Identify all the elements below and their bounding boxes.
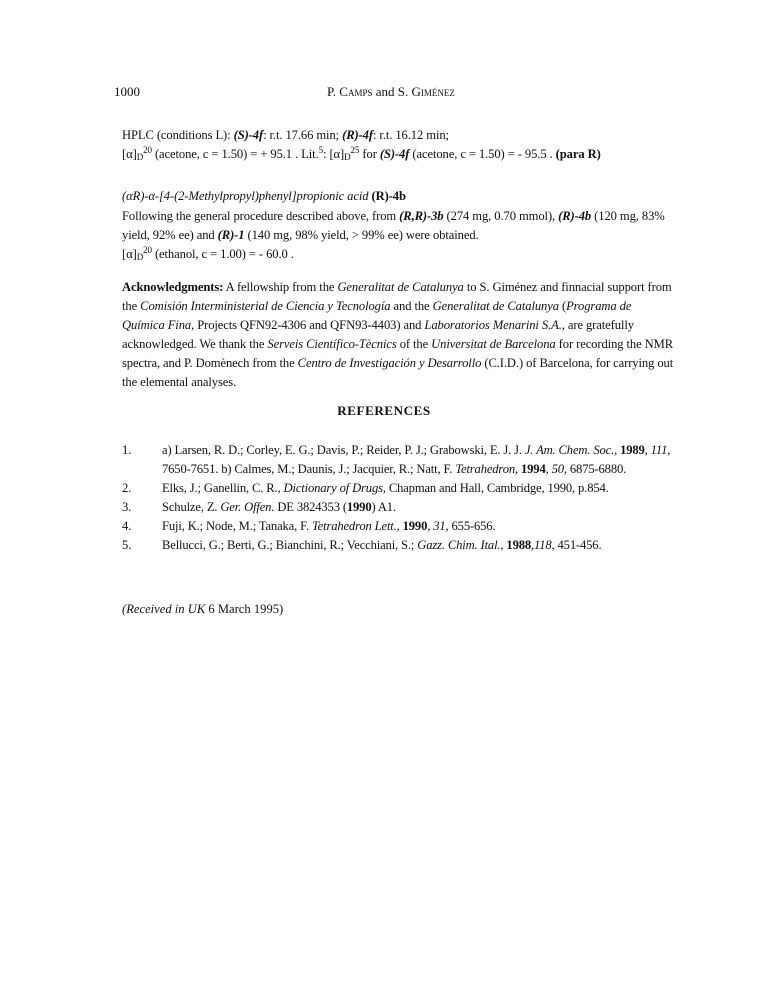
ref-3: [162, 500, 396, 515]
superscript: 20: [143, 245, 152, 255]
text: , are gratefully: [561, 318, 634, 332]
ref-number: 1.: [122, 443, 132, 457]
subscript: D: [136, 152, 144, 162]
text: Centro de Investigación y Desarrollo: [297, 356, 482, 370]
ack-line-1: [122, 280, 672, 295]
text: Schulze, Z.: [162, 500, 221, 514]
procedure-line-1: [122, 209, 665, 224]
text: (120 mg, 83%: [591, 209, 665, 223]
text: HPLC (conditions L):: [122, 128, 234, 142]
compound-label: (R,R)-3b: [399, 209, 444, 223]
text: ,: [396, 519, 403, 533]
volume: 118: [534, 538, 552, 552]
text: Química Fina,: [122, 318, 195, 332]
text: ,: [545, 462, 552, 476]
text: ,: [531, 538, 535, 552]
text: acknowledged. We thank the: [122, 337, 268, 351]
text: Following the general procedure described above, from: [122, 209, 400, 223]
text: Programa de: [566, 299, 632, 313]
ref-1-line-2: [162, 462, 626, 477]
ref-number: 4.: [122, 519, 132, 533]
superscript: 25: [350, 145, 360, 155]
year: 1988: [506, 538, 532, 552]
text: (140 mg, 98% yield, > 99% ee) were obtained.: [244, 228, 479, 242]
superscript: 20: [143, 145, 152, 155]
text: Projects QFN92-4306 and QFN93-4403) and: [194, 318, 425, 332]
compound-label: (R)-4b: [558, 209, 592, 223]
text: ,: [644, 443, 651, 457]
text: (274 mg, 0.70 mmol),: [443, 209, 559, 223]
ref-2: [162, 481, 609, 496]
text: the: [122, 299, 141, 313]
ack-line-4: [122, 337, 673, 352]
author1-name: Camps: [339, 84, 373, 99]
compound-label: (S)-4f: [233, 128, 264, 142]
text: spectra, and P. Domènech from the: [122, 356, 298, 370]
text: (Received in UK: [122, 602, 209, 616]
text: ,: [427, 519, 434, 533]
author2-name: Giménez: [411, 84, 455, 99]
compound-label: (R)-1: [217, 228, 245, 242]
journal: Ger. Offen.: [220, 500, 275, 514]
text: [α]: [122, 247, 137, 261]
year: 1994: [521, 462, 546, 476]
hplc-line-1: [122, 128, 449, 143]
ref-1-line-1: [162, 443, 670, 458]
text: Generalitat de Catalunya: [337, 280, 464, 294]
author-initial: P.: [327, 84, 340, 99]
journal: Tetrahedron,: [455, 462, 519, 476]
text: yield, 92% ee) and: [122, 228, 218, 242]
ref-5: [162, 538, 601, 553]
ack-line-6: the elemental analyses.: [122, 375, 237, 389]
text: Elks, J.; Ganellin, C. R.,: [162, 481, 284, 495]
year: 1990: [402, 519, 428, 533]
ack-line-3: [122, 318, 634, 333]
volume: 111: [650, 443, 668, 457]
book-title: Dictionary of Drugs: [283, 481, 383, 495]
compound-label: (S)-4f: [379, 147, 410, 161]
text: 7650-7651. b) Calmes, M.; Daunis, J.; Jacquier, R.; Natt, F.: [162, 462, 456, 476]
text: : [α]: [323, 147, 345, 161]
text: (acetone, c = 1.50) = - 95.5 .: [409, 147, 556, 161]
text: : r.t. 16.12 min;: [372, 128, 449, 142]
ack-label: Acknowledgments:: [122, 280, 224, 294]
year: 1990: [346, 500, 372, 514]
text: for recording the NMR: [555, 337, 674, 351]
text: ) A1.: [371, 500, 396, 514]
text: , 451-456.: [551, 538, 602, 552]
reference-marker: 5: [318, 145, 323, 155]
subscript: D: [136, 252, 144, 262]
volume: 50: [551, 462, 564, 476]
ack-line-5: [122, 356, 673, 371]
text: (ethanol, c = 1.00) = - 60.0 .: [151, 247, 294, 261]
compound-title: [122, 189, 406, 204]
procedure-line-2: [122, 228, 479, 243]
text: Bellucci, G.; Berti, G.; Bianchini, R.; Vecchiani, S.;: [162, 538, 418, 552]
hplc-line-2: [122, 147, 601, 162]
ref-number: 3.: [122, 500, 132, 514]
ref-number: 5.: [122, 538, 132, 552]
text: Serveis Científico-Tècnics: [267, 337, 397, 351]
compound-label: (R)-4b: [371, 189, 406, 203]
ack-line-2: [122, 299, 631, 314]
received-date: [122, 602, 283, 617]
journal: Gazz. Chim. Ital.: [417, 538, 501, 552]
ref-number: 2.: [122, 481, 132, 495]
annotation: (para R): [555, 147, 601, 161]
text: Generalitat de Catalunya: [432, 299, 559, 313]
year: 1989: [620, 443, 645, 457]
text: : r.t. 17.66 min;: [263, 128, 343, 142]
text: ,: [500, 538, 507, 552]
text: (C.I.D.) of Barcelona, for carrying out: [481, 356, 674, 370]
text: and the: [390, 299, 433, 313]
author-conj: and S.: [372, 84, 412, 99]
text: Comisión Interministerial de Ciencia y Tecnología: [140, 299, 391, 313]
text: A fellowship from the: [223, 280, 338, 294]
text: Universitat de Barcelona: [431, 337, 556, 351]
year: 1995): [250, 602, 284, 616]
text: a) Larsen, R. D.; Corley, E. G.; Davis, P.; Reider, P. J.; Grabowski, E. J. J.: [162, 443, 525, 457]
page-number: 1000: [114, 84, 140, 99]
text: ,: [614, 443, 621, 457]
text: to S. Giménez and finnacial support from: [463, 280, 672, 294]
text: , Chapman and Hall, Cambridge, 1990, p.854.: [382, 481, 609, 495]
text: Fuji, K.; Node, M.; Tanaka, F.: [162, 519, 312, 533]
ref-4: [162, 519, 495, 534]
text: of the: [396, 337, 432, 351]
text: , 655-656.: [445, 519, 496, 533]
compound-name: (αR)-α-[4-(2-Methylpropyl)phenyl]propionic acid: [122, 189, 372, 203]
journal: J. Am. Chem. Soc.: [524, 443, 615, 457]
compound-label: (R)-4f: [342, 128, 373, 142]
text: Laboratorios Menarini S.A.: [424, 318, 562, 332]
journal: Tetrahedron Lett.: [311, 519, 397, 533]
text: DE 3824353 (: [274, 500, 347, 514]
volume: 31: [433, 519, 446, 533]
text: for: [359, 147, 380, 161]
rotation-line: [122, 247, 294, 262]
subscript: D: [344, 152, 351, 162]
text: ,: [667, 443, 671, 457]
text: , 6875-6880.: [563, 462, 627, 476]
text: [α]: [122, 147, 137, 161]
references-heading: REFERENCES: [337, 403, 431, 418]
date: 6 March: [208, 602, 251, 616]
text: (: [558, 299, 567, 313]
running-header-authors: [327, 84, 455, 100]
text: (acetone, c = 1.50) = + 95.1 . Lit.: [151, 147, 319, 161]
